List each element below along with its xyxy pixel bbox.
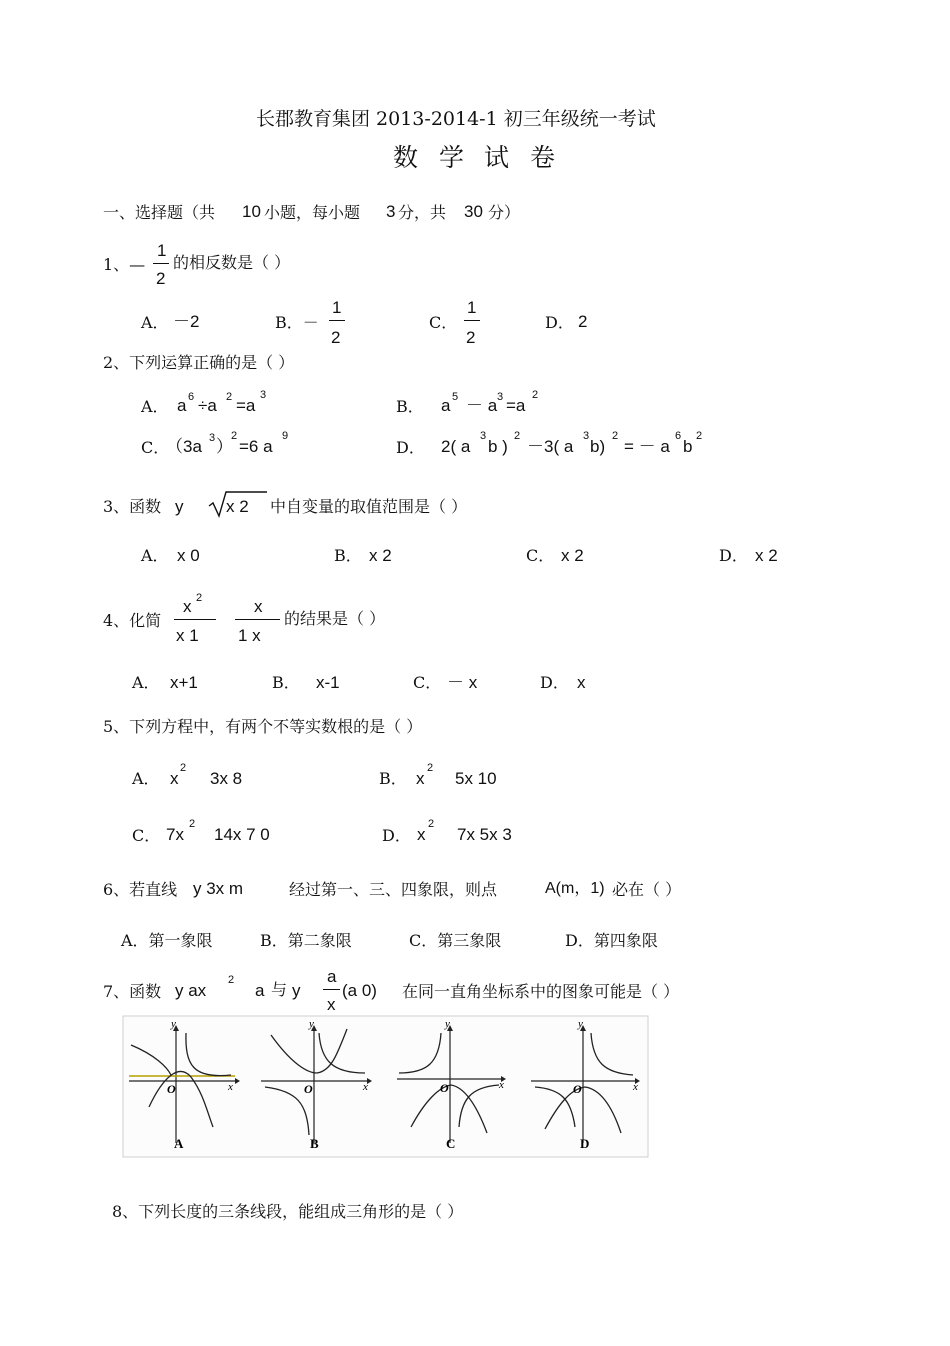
- graph-label: A: [174, 1136, 184, 1151]
- fraction-denominator: x: [327, 995, 336, 1014]
- expr-part: 5x 10: [455, 769, 497, 788]
- fraction-denominator: 2: [331, 328, 341, 347]
- option-c-label: C．: [429, 313, 458, 332]
- exponent: 3: [480, 430, 487, 442]
- question-text: 5、下列方程中，有两个不等实数根的是（ ）: [103, 717, 423, 736]
- graph-label: D: [580, 1136, 590, 1151]
- axis-x-label: x: [228, 1081, 233, 1093]
- section-heading-part: 分）: [488, 203, 521, 222]
- function-var: y: [175, 497, 184, 516]
- option-b-label: B．: [272, 673, 300, 692]
- expr-part: x: [417, 825, 426, 844]
- option-b: B．第二象限: [260, 931, 352, 950]
- points-total: 30: [464, 202, 483, 221]
- section-heading-part: 一、选择题（共: [103, 203, 216, 222]
- exponent: 6: [188, 391, 195, 403]
- question-text: 经过第一、三、四象限，则点: [289, 880, 498, 899]
- fraction-bar: [323, 989, 340, 990]
- expr-part: =6 a: [239, 437, 273, 456]
- option-b-value: x-1: [316, 673, 340, 692]
- expr-part: x: [416, 769, 425, 788]
- expr-part: ÷a: [198, 396, 217, 415]
- option-a-value: －2: [173, 312, 200, 331]
- exponent: 2: [228, 974, 235, 986]
- fraction-denominator: 2: [466, 328, 476, 347]
- expr-part: a: [177, 396, 187, 415]
- fraction-numerator: 1: [157, 241, 167, 260]
- option-a-label: A．: [132, 673, 160, 692]
- graph-label: B: [310, 1136, 319, 1151]
- question-count: 10: [242, 202, 261, 221]
- exponent: 2: [514, 430, 521, 442]
- option-a-label: A．: [132, 769, 160, 788]
- connector-text: 与: [271, 980, 288, 999]
- expr-part: 2( a: [441, 437, 471, 456]
- option-b-label: B．: [379, 769, 407, 788]
- exponent: 2: [189, 818, 196, 830]
- option-a-label: A．: [141, 313, 169, 332]
- question-text: 的相反数是（ ）: [173, 253, 291, 272]
- fraction-bar: [174, 619, 216, 620]
- option-a: A．第一象限: [121, 931, 213, 950]
- exponent: 3: [209, 432, 216, 444]
- question-text: 2、下列运算正确的是（ ）: [103, 353, 295, 372]
- question-number: 7、函数: [103, 982, 162, 1001]
- axis-x-label: x: [363, 1081, 368, 1093]
- expr-part: b ): [488, 437, 508, 456]
- origin-label: O: [440, 1081, 449, 1095]
- fraction-bar: [464, 320, 480, 321]
- origin-label: O: [167, 1082, 176, 1096]
- fraction-bar: [329, 320, 345, 321]
- equation: y ax: [175, 981, 207, 1000]
- option-c: C．第三象限: [409, 931, 502, 950]
- option-c-value: x 2: [561, 546, 584, 565]
- radicand: x 2: [226, 497, 249, 516]
- option-c-value: － x: [447, 673, 478, 692]
- option-d-label: D．: [382, 826, 411, 845]
- exam-title: 长郡教育集团 2013-2014-1 初三年级统一考试: [256, 108, 656, 130]
- exponent: 3: [583, 430, 590, 442]
- equation: y: [292, 981, 301, 1000]
- expr-part: = － a: [624, 437, 670, 456]
- section-heading-part: 分，共: [398, 203, 447, 222]
- expr-part: x: [170, 769, 179, 788]
- option-c-label: C．: [141, 438, 170, 457]
- axis-y-label: y: [171, 1018, 176, 1030]
- subject-char: 卷: [530, 143, 556, 172]
- question-text: 的结果是（ ）: [284, 609, 386, 628]
- option-d-label: D．: [719, 546, 748, 565]
- expr-part: 7x: [166, 825, 184, 844]
- expr-part: － a: [466, 396, 498, 415]
- fraction-denominator: 1 x: [238, 626, 261, 645]
- option-b-label: B．: [334, 546, 362, 565]
- points-each: 3: [386, 202, 396, 221]
- axis-y-label: y: [578, 1018, 583, 1030]
- expr-part: b: [683, 437, 693, 456]
- option-a-value: x+1: [170, 673, 198, 692]
- option-b-label: B．－: [275, 313, 319, 332]
- axis-y-label: y: [309, 1018, 314, 1030]
- axis-y-label: y: [445, 1018, 450, 1030]
- exponent: 2: [226, 391, 233, 403]
- expr-part: =a: [506, 396, 526, 415]
- option-d: D．第四象限: [565, 931, 658, 950]
- point-label: A(m，1): [545, 880, 605, 897]
- subject-char: 试: [484, 143, 510, 172]
- question-number: 3、函数: [103, 497, 162, 516]
- option-c-label: C．: [132, 826, 161, 845]
- graph-label: C: [446, 1136, 456, 1151]
- equation: y 3x m: [193, 879, 244, 898]
- expr-part: 14x 7 0: [214, 825, 270, 844]
- expr-part: ）: [216, 437, 233, 456]
- axis-x-label: x: [633, 1081, 638, 1093]
- exponent: 2: [696, 430, 703, 442]
- option-a-label: A．: [141, 546, 169, 565]
- option-b-value: x 2: [369, 546, 392, 565]
- exponent: 2: [532, 389, 539, 401]
- question-text: 中自变量的取值范围是（ ）: [270, 497, 468, 516]
- option-d-value: 2: [578, 312, 588, 331]
- condition: (a 0): [342, 981, 377, 1000]
- fraction-numerator: x: [183, 597, 192, 616]
- fraction-denominator: 2: [156, 269, 166, 288]
- question-number: 4、化简: [103, 611, 162, 630]
- expr-part: －3( a: [527, 437, 574, 456]
- exponent: 2: [196, 592, 203, 604]
- fraction-bar: [153, 263, 169, 264]
- exponent: 5: [452, 391, 459, 403]
- exponent: 3: [497, 391, 504, 403]
- question-text: 在同一直角坐标系中的图象可能是（ ）: [402, 982, 680, 1001]
- fraction-numerator: x: [254, 597, 263, 616]
- expr-part: b): [590, 437, 606, 456]
- option-d-label: D．: [545, 313, 574, 332]
- exponent: 6: [675, 430, 682, 442]
- option-a-label: A．: [141, 397, 169, 416]
- exponent: 9: [282, 430, 289, 442]
- exponent: 3: [260, 389, 267, 401]
- expr-part: （3a: [166, 437, 202, 456]
- exponent: 2: [427, 762, 434, 774]
- question-number: 6、若直线: [103, 880, 178, 899]
- question-text: 8、下列长度的三条线段，能组成三角形的是（ ）: [112, 1202, 464, 1221]
- fraction-numerator: a: [327, 967, 337, 986]
- fraction-numerator: 1: [467, 298, 477, 317]
- fraction-denominator: x 1: [176, 626, 199, 645]
- expr-part: =a: [236, 396, 256, 415]
- option-c-label: C．: [526, 546, 555, 565]
- option-d-value: x 2: [755, 546, 778, 565]
- expr-part: 3x 8: [210, 769, 243, 788]
- exponent: 2: [428, 818, 435, 830]
- equation: a: [255, 981, 265, 1000]
- origin-label: O: [573, 1082, 582, 1096]
- origin-label: O: [304, 1082, 313, 1096]
- subject-char: 学: [439, 143, 465, 172]
- option-d-label: D．: [396, 438, 425, 457]
- exponent: 2: [180, 762, 187, 774]
- graph-options-figure: [121, 1015, 650, 1160]
- exponent: 2: [612, 430, 619, 442]
- option-b-label: B．: [396, 397, 424, 416]
- option-d-value: x: [577, 673, 586, 692]
- option-d-label: D．: [540, 673, 569, 692]
- expr-part: 7x 5x 3: [457, 825, 512, 844]
- fraction-numerator: 1: [332, 298, 342, 317]
- section-heading-part: 小题，每小题: [264, 203, 361, 222]
- option-c-label: C．: [413, 673, 442, 692]
- question-number: 1、—: [103, 255, 146, 274]
- question-text: 必在（ ）: [612, 880, 682, 899]
- axis-x-label: x: [499, 1079, 504, 1091]
- fraction-bar: [235, 619, 280, 620]
- option-a-value: x 0: [177, 546, 200, 565]
- subject-char: 数: [393, 143, 419, 172]
- expr-part: a: [441, 396, 451, 415]
- exponent: 2: [231, 430, 238, 442]
